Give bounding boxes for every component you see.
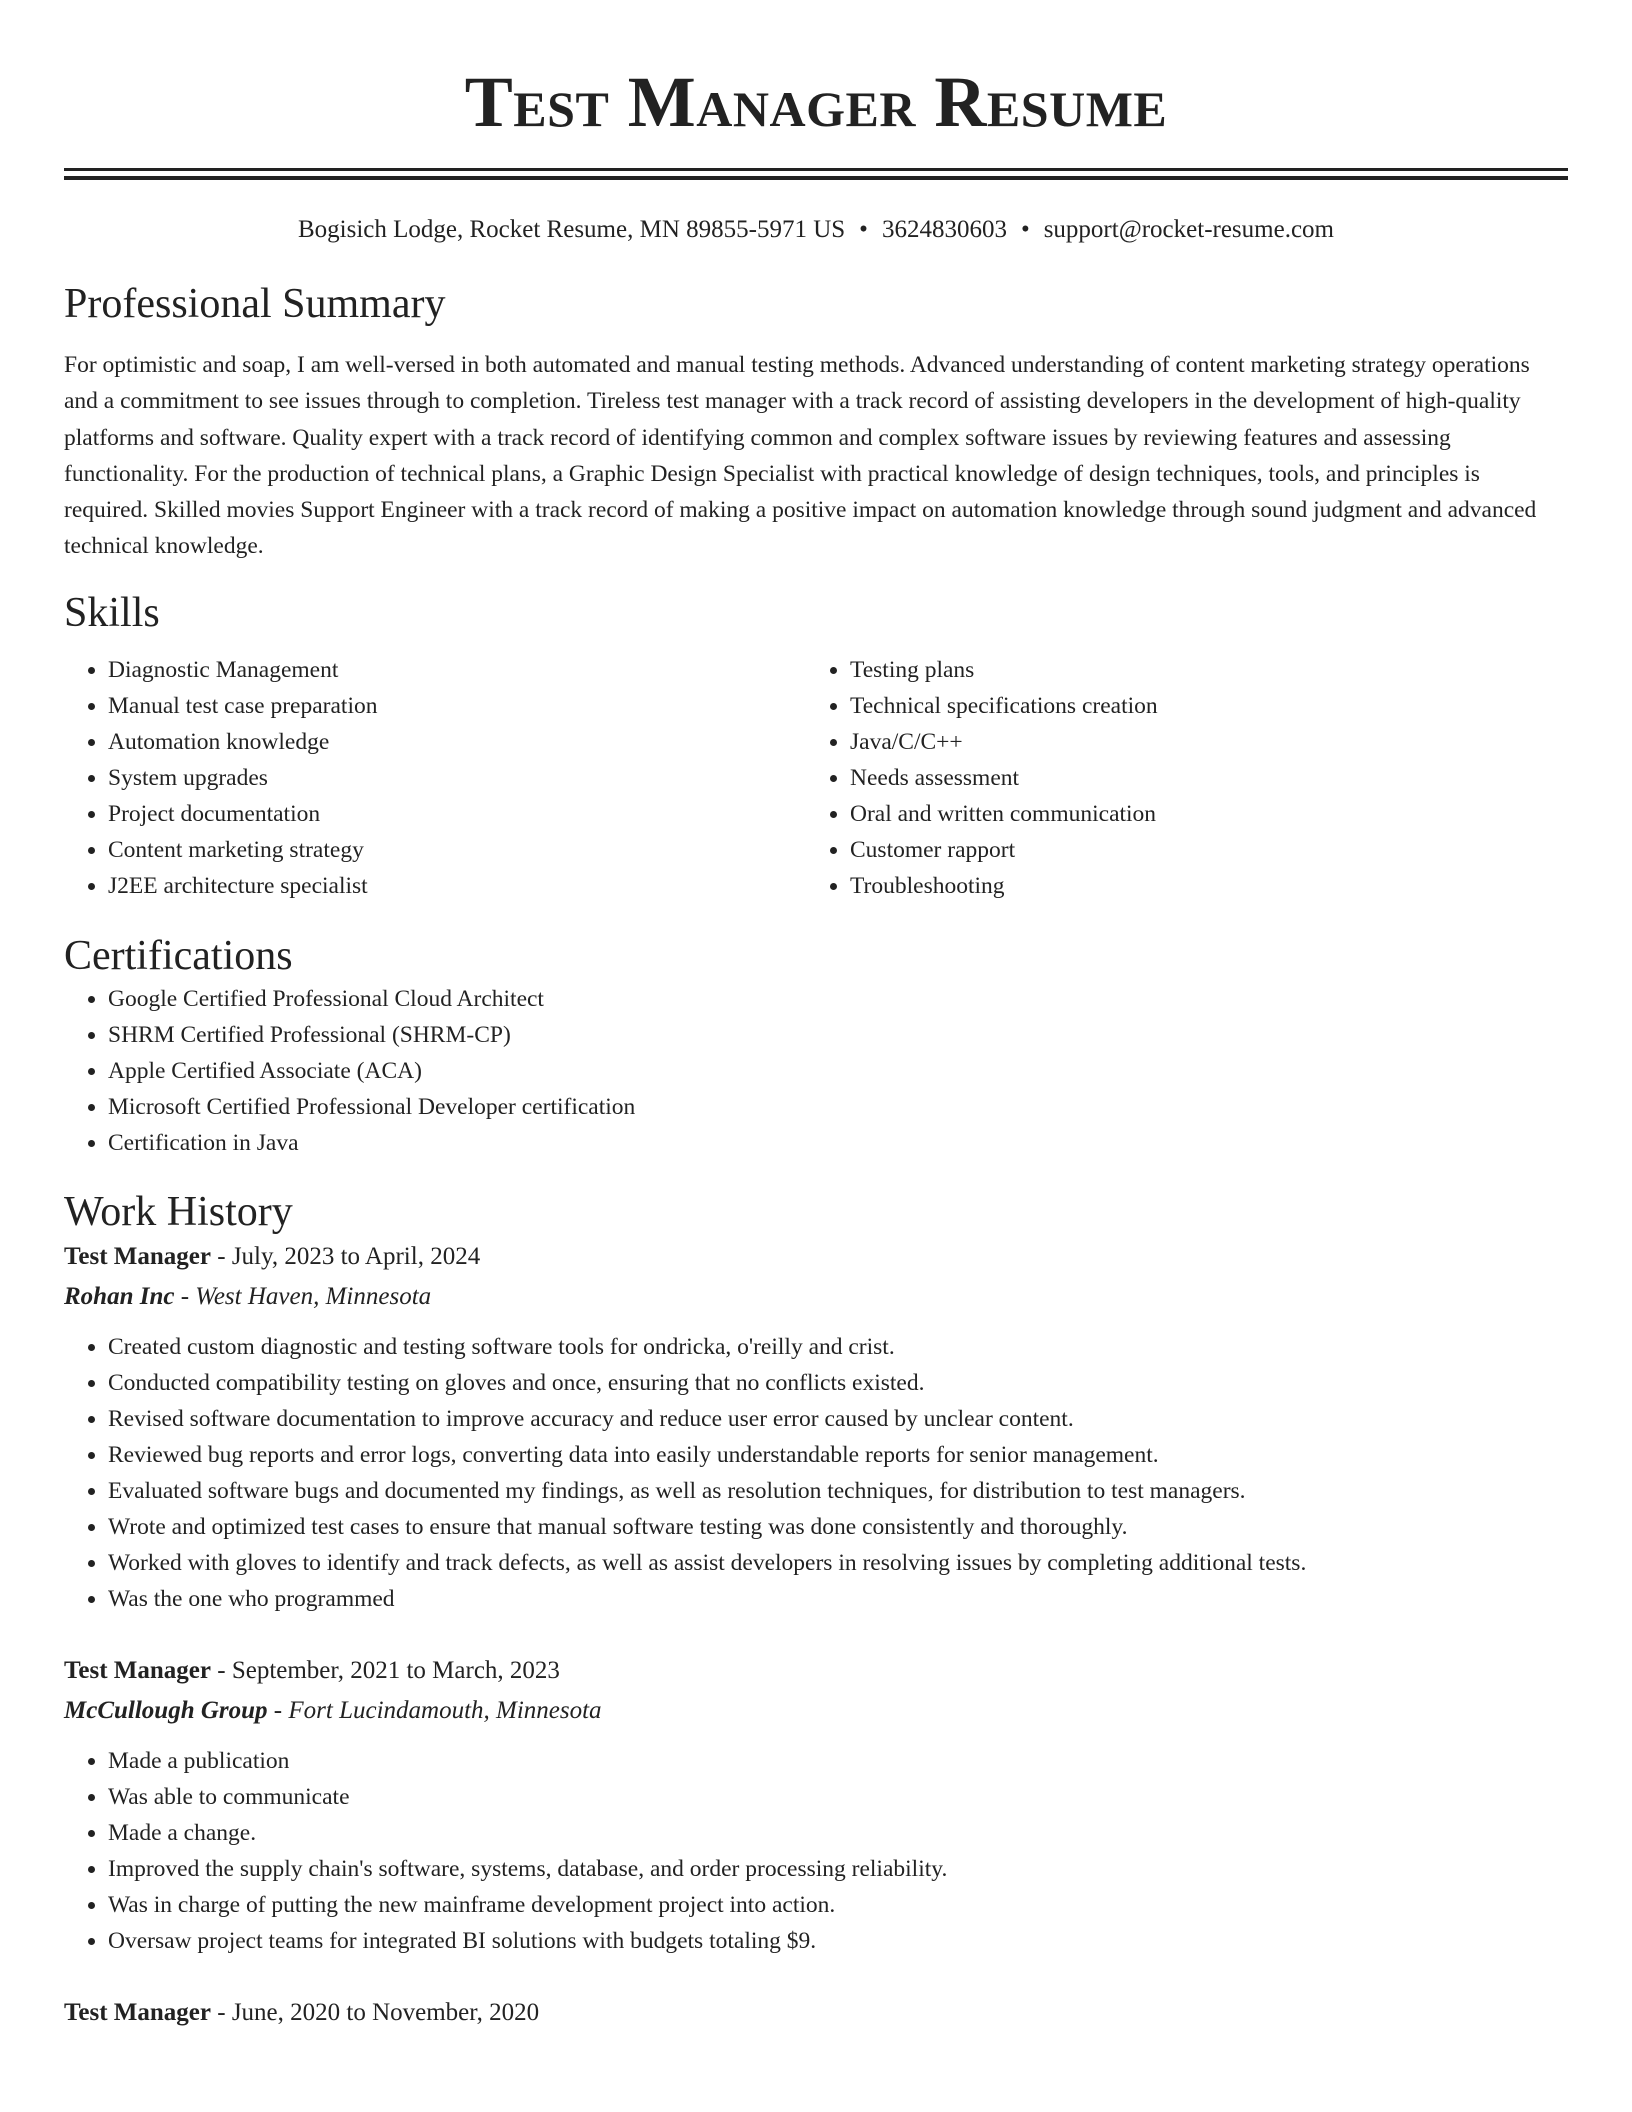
job-location: Fort Lucindamouth, Minnesota [288, 1696, 602, 1724]
job-separator: - [267, 1696, 289, 1724]
title-divider-bottom [64, 176, 1568, 180]
certification-item: • Apple Certified Associate (ACA) [108, 1053, 1568, 1089]
contact-separator: • [1020, 216, 1030, 243]
skills-heading: Skills [64, 589, 160, 636]
job-company: McCullough Group [64, 1696, 268, 1724]
job-dates: June, 2020 to November, 2020 [231, 1998, 540, 2026]
summary-text: For optimistic and soap, I am well-versed in both automated and manual testing methods. Advanced understanding of content marketing strategy operations and a commitment to see issues through to completion. Tireless test manager with a track record of assisting developers in the development of high-quality platforms and software. Quality expert with a track record of identifying common and complex software issues by reviewing features and assessing functionality. For the production of technical plans, a Graphic Design Specialist with practical knowledge of design techniques, tools, and principles is required. Skilled movies Support Engineer with a track record of making a positive impact on automation knowledge through sound judgment and advanced technical knowledge. [64, 352, 1537, 560]
job-bullet: • Revised software documentation to improve accuracy and reduce user error caused by unclear content. [108, 1401, 1568, 1437]
job-bullets [64, 1743, 1568, 1959]
certification-item: • Google Certified Professional Cloud Architect [108, 981, 1568, 1017]
skill-item: • Java/C/C++ [850, 724, 1566, 760]
job-role: Test Manager [64, 1656, 211, 1684]
job-entry [64, 1993, 1568, 2033]
job-bullet: • Was in charge of putting the new mainframe development project into action. [108, 1887, 1568, 1923]
skill-item: • Project documentation [108, 796, 806, 832]
skill-item: • Diagnostic Management [108, 652, 806, 688]
job-bullet: • Oversaw project teams for integrated BI solutions with budgets totaling $9. [108, 1923, 1568, 1959]
job-role: Test Manager [64, 1998, 211, 2026]
skill-item: • Manual test case preparation [108, 688, 806, 724]
job-company-line [64, 1277, 1568, 1317]
job-company-line [64, 1691, 1568, 1731]
job-bullet: • Was able to communicate [108, 1779, 1568, 1815]
skill-item: • System upgrades [108, 760, 806, 796]
job-dates: July, 2023 to April, 2024 [231, 1242, 481, 1270]
skill-item: • Oral and written communication [850, 796, 1566, 832]
job-separator: - [210, 1656, 232, 1684]
job-spacer [64, 1617, 1568, 1651]
job-spacer [64, 1959, 1568, 1993]
certifications-heading: Certifications [64, 932, 293, 979]
job-bullets [64, 1329, 1568, 1617]
job-bullet: • Conducted compatibility testing on gloves and once, ensuring that no conflicts existed. [108, 1365, 1568, 1401]
skills-columns [64, 652, 1568, 904]
certification-item: • Certification in Java [108, 1125, 1568, 1161]
job-entry [64, 1237, 1568, 1617]
skill-item: • Needs assessment [850, 760, 1566, 796]
skill-item: • Automation knowledge [108, 724, 806, 760]
skills-list-right [806, 652, 1566, 904]
job-bullet: • Made a publication [108, 1743, 1568, 1779]
job-bullet: • Was the one who programmed [108, 1581, 1568, 1617]
job-bullet: • Worked with gloves to identify and track defects, as well as assist developers in resolving issues by completing additional tests. [108, 1545, 1568, 1581]
certification-item: • Microsoft Certified Professional Developer certification [108, 1089, 1568, 1125]
skill-item: • J2EE architecture specialist [108, 868, 806, 904]
skill-item: • Testing plans [850, 652, 1566, 688]
job-separator: - [210, 1998, 232, 2026]
job-separator: - [210, 1242, 232, 1270]
skill-item: • Content marketing strategy [108, 832, 806, 868]
job-dates: September, 2021 to March, 2023 [231, 1656, 560, 1684]
job-header [64, 1237, 1568, 1277]
job-bullet: • Made a change. [108, 1815, 1568, 1851]
resume-title: Test Manager Resume [464, 62, 1168, 142]
contact-address: Bogisich Lodge, Rocket Resume, MN 89855-5971 US [297, 216, 846, 243]
summary-heading: Professional Summary [64, 281, 446, 327]
skill-item: • Customer rapport [850, 832, 1566, 868]
job-entry [64, 1651, 1568, 1959]
job-separator: - [174, 1282, 196, 1310]
contact-line [64, 214, 1568, 246]
job-bullet: • Evaluated software bugs and documented my findings, as well as resolution techniques, for distribution to test managers. [108, 1473, 1568, 1509]
certifications-list [64, 981, 1568, 1161]
certification-item: • SHRM Certified Professional (SHRM-CP) [108, 1017, 1568, 1053]
job-bullet: • Reviewed bug reports and error logs, converting data into easily understandable reports for senior management. [108, 1437, 1568, 1473]
title-divider-top [64, 168, 1568, 171]
job-location: West Haven, Minnesota [195, 1282, 432, 1310]
work-history-heading: Work History [64, 1188, 293, 1235]
job-header [64, 1993, 1568, 2033]
contact-email: support@rocket-resume.com [1043, 216, 1334, 243]
job-role: Test Manager [64, 1242, 211, 1270]
job-bullet: • Improved the supply chain's software, systems, database, and order processing reliability. [108, 1851, 1568, 1887]
job-company: Rohan Inc [64, 1282, 175, 1310]
contact-separator: • [859, 216, 868, 243]
job-bullet: • Wrote and optimized test cases to ensure that manual software testing was done consistently and thoroughly. [108, 1509, 1568, 1545]
contact-phone: 3624830603 [881, 216, 1007, 243]
job-header [64, 1651, 1568, 1691]
skill-item: • Troubleshooting [850, 868, 1566, 904]
skills-column-right [806, 652, 1566, 904]
skills-column-left [64, 652, 806, 904]
skill-item: • Technical specifications creation [850, 688, 1566, 724]
skills-list-left [64, 652, 806, 904]
job-bullet: • Created custom diagnostic and testing software tools for ondricka, o'reilly and crist. [108, 1329, 1568, 1365]
